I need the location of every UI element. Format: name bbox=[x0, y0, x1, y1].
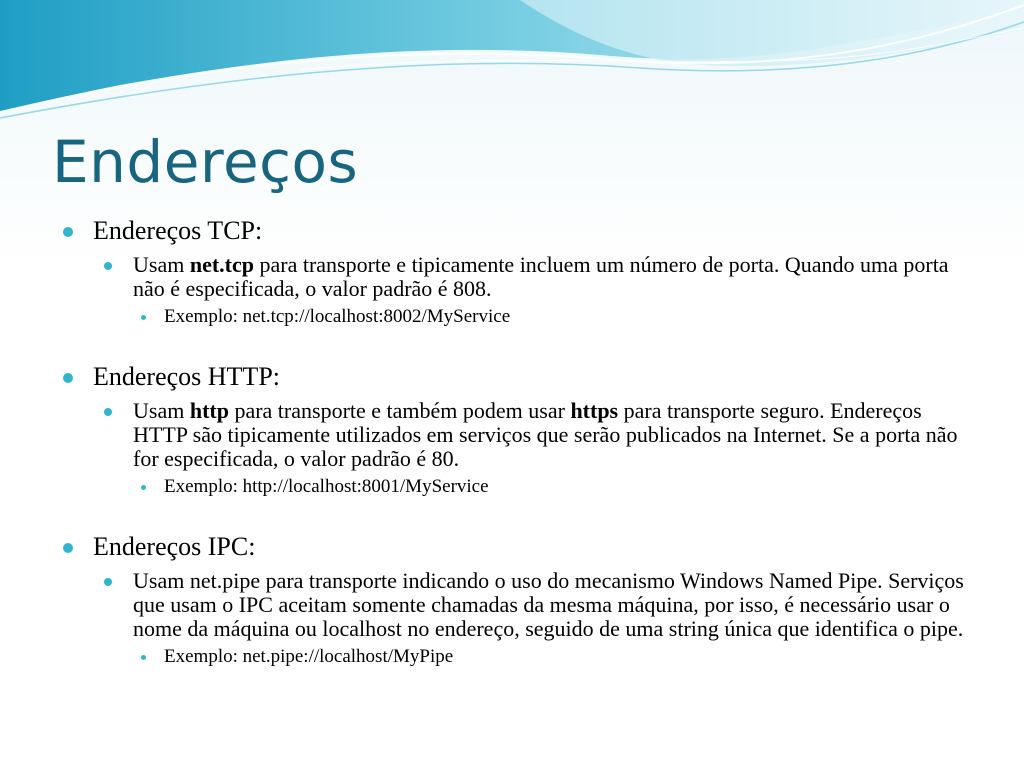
bullet-tcp bbox=[60, 216, 980, 246]
keyword-https: https bbox=[570, 398, 619, 423]
detail-ipc bbox=[101, 569, 980, 641]
detail-http-middle: para transporte e também podem usar bbox=[228, 398, 571, 423]
example-ipc bbox=[133, 646, 980, 668]
bullet-dot-icon bbox=[141, 655, 146, 660]
example-http-text: Exemplo: http://localhost:8001/MyService bbox=[164, 476, 489, 497]
bullet-dot-icon bbox=[104, 262, 112, 270]
keyword-net-tcp: net.tcp bbox=[189, 252, 254, 277]
bullet-dot-icon bbox=[63, 543, 73, 553]
slide-body bbox=[60, 216, 980, 668]
bullet-dot-icon bbox=[104, 408, 112, 416]
heading-http: Endereços HTTP: bbox=[93, 362, 281, 391]
bullet-http bbox=[60, 362, 980, 392]
heading-tcp: Endereços TCP: bbox=[93, 216, 263, 245]
detail-http bbox=[101, 399, 980, 471]
detail-http-rest: para transporte seguro. Endereços HTTP são tipicamente utilizados em serviços que serão publicados na Internet. Se a porta não for especificada, o valor padrão é 80. bbox=[133, 398, 958, 471]
detail-tcp-rest: para transporte e tipicamente incluem um número de porta. Quando uma porta não é especificada, o valor padrão é 808. bbox=[133, 252, 949, 301]
bullet-ipc bbox=[60, 532, 980, 562]
example-http bbox=[133, 476, 980, 498]
heading-ipc: Endereços IPC: bbox=[93, 532, 256, 561]
detail-http-prefix: Usam bbox=[133, 398, 190, 423]
bullet-dot-icon bbox=[63, 227, 73, 237]
header-wave-decoration bbox=[0, 0, 1024, 130]
example-tcp bbox=[133, 306, 980, 328]
bullet-dot-icon bbox=[141, 315, 146, 320]
bullet-dot-icon bbox=[63, 373, 73, 383]
example-tcp-text: Exemplo: net.tcp://localhost:8002/MyService bbox=[164, 306, 511, 327]
detail-ipc-text: Usam net.pipe para transporte indicando o uso do mecanismo Windows Named Pipe. Serviços que usam o IPC aceitam somente chamadas da mesma máquina, por isso, é necessário usar o nome da máquina ou localhost no endereço, seguido de uma string única que identifica o pipe. bbox=[133, 568, 964, 641]
slide-title: Endereços bbox=[52, 128, 359, 196]
bullet-dot-icon bbox=[141, 485, 146, 490]
bullet-dot-icon bbox=[104, 578, 112, 586]
detail-tcp bbox=[101, 253, 980, 301]
example-ipc-text: Exemplo: net.pipe://localhost/MyPipe bbox=[164, 646, 454, 667]
keyword-http: http bbox=[189, 398, 229, 423]
detail-tcp-prefix: Usam bbox=[133, 252, 190, 277]
